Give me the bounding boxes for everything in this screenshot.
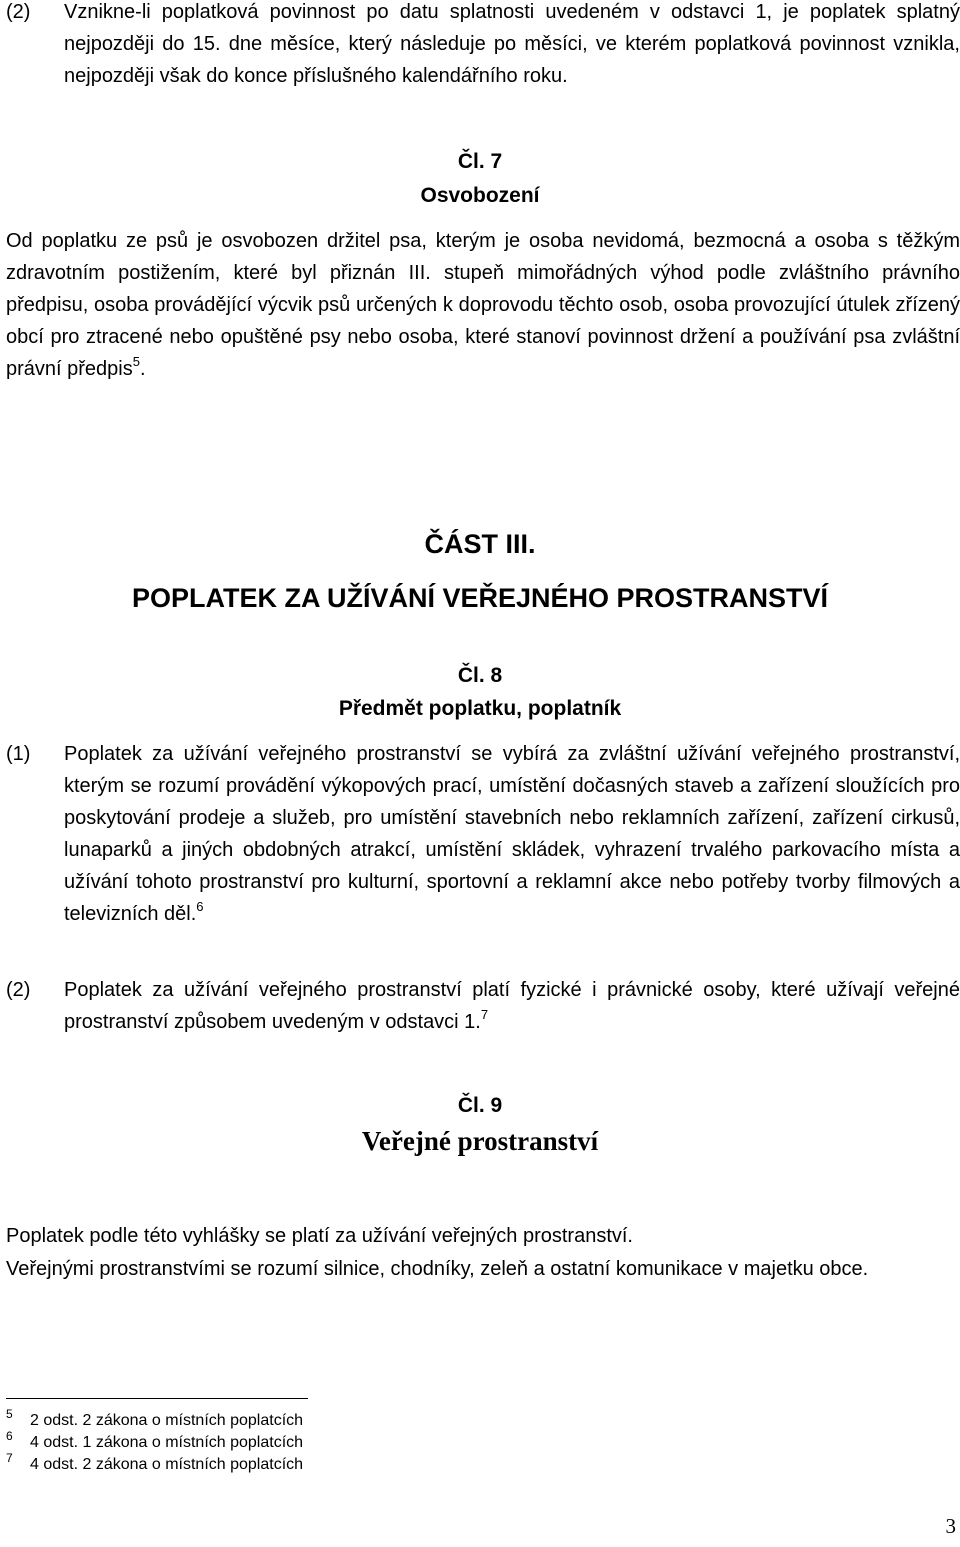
paragraph-text: Od poplatku ze psů je osvobozen držitel psa, kterým je osoba nevidomá, bezmocná a osoba s těžkým zdravotním postižením, které byl přiznán III. stupeň mimořádných výhod podle zvláštního právního předpisu, osoba provádějící výcvik psů určených k doprovodu těchto osob, osoba provozující útulek zřízený obcí pro ztracené nebo opuštěné psy nebo osoba, které stanoví povinnost držení a používání psa zvláštní právní předpis xyxy=(6,230,960,380)
part-number: ČÁST III. xyxy=(424,529,536,559)
paragraph-text: Poplatek za užívání veřejného prostranství platí fyzické i právnické osoby, které užívají veřejné prostranství způsobem uvedeným v odstavci 1. xyxy=(64,979,960,1033)
paragraph: Poplatek podle této vyhlášky se platí za užívání veřejných prostranství. xyxy=(6,1225,633,1247)
paragraph-text: Poplatek za užívání veřejného prostranství se vybírá za zvláštní užívání veřejného prostranství, kterým se rozumí provádění výkopových prací, umístění dočasných staveb a zařízení sloužících pro poskytování prodeje a služeb, pro umístění stavebních nebo reklamních zařízení, zařízení cirkusů, lunaparků a jiných obdobných atrakcí, umístění skládek, vyhrazení trvalého parkovacího místa a užívání tohoto prostranství pro kulturní, sportovní a reklamní akce nebo potřeby tvorby filmových a televizních děl. xyxy=(64,743,960,925)
footnote: 5 2 odst. 2 zákona o místních poplatcích xyxy=(6,1407,304,1429)
footnote-text: 4 odst. 1 zákona o místních poplatcích xyxy=(30,1434,304,1451)
footnote: 7 4 odst. 2 zákona o místních poplatcích xyxy=(6,1451,304,1473)
paragraph: Veřejnými prostranstvími se rozumí silnice, chodníky, zeleň a ostatní komunikace v majetku obce. xyxy=(6,1258,869,1280)
article-title: Předmět poplatku, poplatník xyxy=(338,697,622,720)
article-number: Čl. 9 xyxy=(457,1094,503,1117)
page-number: 3 xyxy=(945,1514,956,1538)
item-number: (2) xyxy=(6,1,31,23)
footnote-ref: 7 xyxy=(480,1007,489,1022)
paragraph xyxy=(64,738,960,930)
part-title: POPLATEK ZA UŽÍVÁNÍ VEŘEJNÉHO PROSTRANSTVÍ xyxy=(131,583,829,613)
paragraph xyxy=(64,974,960,1038)
article-title: Osvobození xyxy=(420,184,540,207)
paragraph: Vznikne-li poplatková povinnost po datu splatnosti uvedeném v odstavci 1, je poplatek splatný nejpozději do 15. dne měsíce, který následuje po měsíci, ve kterém poplatková povinnost vznikla, nejpozději však do konce příslušného kalendářního roku. xyxy=(64,1,960,87)
article-number: Čl. 8 xyxy=(457,664,503,687)
item-number: (2) xyxy=(6,979,31,1001)
article-title: Veřejné prostranství xyxy=(361,1126,599,1156)
footnote-ref: 5 xyxy=(132,354,140,369)
paragraph xyxy=(6,225,960,385)
article-number: Čl. 7 xyxy=(457,150,503,173)
item-number: (1) xyxy=(6,743,31,765)
footnote: 6 4 odst. 1 zákona o místních poplatcích xyxy=(6,1429,304,1451)
footnote-text: 4 odst. 2 zákona o místních poplatcích xyxy=(30,1456,304,1473)
paragraph-tail: . xyxy=(139,358,146,380)
footnote-separator xyxy=(6,1398,308,1399)
footnote-text: 2 odst. 2 zákona o místních poplatcích xyxy=(30,1412,304,1429)
footnote-ref: 6 xyxy=(196,899,204,914)
